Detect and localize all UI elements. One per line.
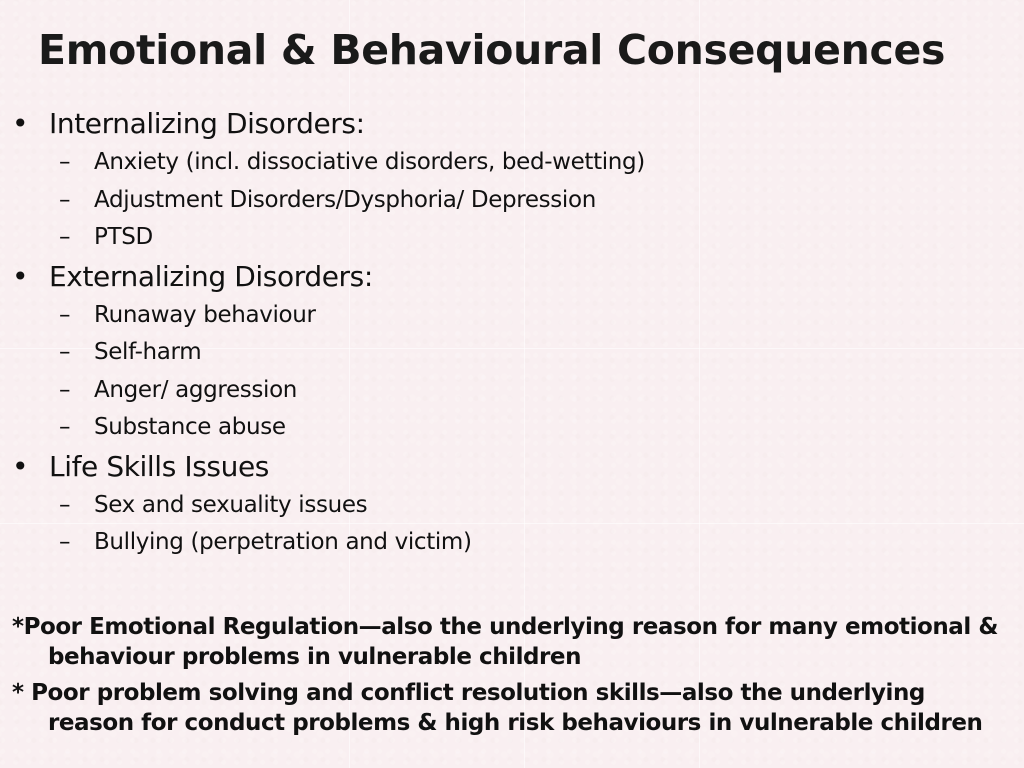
footnotes (12, 612, 1016, 744)
sub-bullet-item (0, 334, 1024, 372)
sub-bullet-item (0, 297, 1024, 335)
dash-icon: – (59, 491, 71, 518)
sub-bullet-item (0, 182, 1024, 220)
sub-bullet-item (0, 487, 1024, 525)
dash-icon: – (59, 376, 71, 403)
bullet-icon: • (12, 107, 29, 140)
sub-bullet-text: Runaway behaviour (94, 301, 316, 328)
slide-title: Emotional & Behavioural Consequences (38, 26, 946, 74)
footnote: * Poor problem solving and conflict resolution skills—also the underlying reason for conduct problems & high risk behaviours in vulnerable children (12, 680, 983, 736)
slide-body (0, 104, 1024, 562)
sub-bullet-item (0, 409, 1024, 447)
dash-icon: – (59, 224, 71, 250)
bullet-item (0, 447, 1024, 487)
sub-bullet-item (0, 372, 1024, 410)
sub-bullet-text: Anger/ aggression (94, 376, 298, 403)
bullet-item (0, 257, 1024, 297)
sub-bullet-text: Bullying (perpetration and victim) (94, 529, 472, 555)
sub-bullet-text: Self-harm (94, 339, 202, 365)
bullet-heading: Internalizing Disorders: (49, 107, 365, 140)
sub-bullet-item (0, 144, 1024, 182)
sub-bullet-item (0, 219, 1024, 257)
dash-icon: – (59, 529, 71, 555)
bullet-icon: • (12, 259, 29, 293)
bullet-heading: Externalizing Disorders: (49, 259, 373, 293)
bullet-heading: Life Skills Issues (49, 449, 269, 483)
bullet-icon: • (12, 449, 29, 483)
sub-bullet-item (0, 524, 1024, 562)
sub-bullet-text: Substance abuse (94, 414, 286, 440)
dash-icon: – (59, 339, 71, 365)
footnote: *Poor Emotional Regulation—also the underlying reason for many emotional & behaviour problems in vulnerable children (12, 614, 998, 670)
sub-bullet-text: Adjustment Disorders/Dysphoria/ Depression (94, 186, 596, 213)
bullet-item (0, 104, 1024, 144)
dash-icon: – (59, 149, 71, 175)
sub-bullet-text: PTSD (94, 224, 153, 250)
dash-icon: – (59, 414, 71, 440)
dash-icon: – (59, 186, 71, 213)
sub-bullet-text: Anxiety (incl. dissociative disorders, bed-wetting) (94, 149, 645, 175)
dash-icon: – (59, 301, 71, 328)
sub-bullet-text: Sex and sexuality issues (94, 491, 368, 518)
